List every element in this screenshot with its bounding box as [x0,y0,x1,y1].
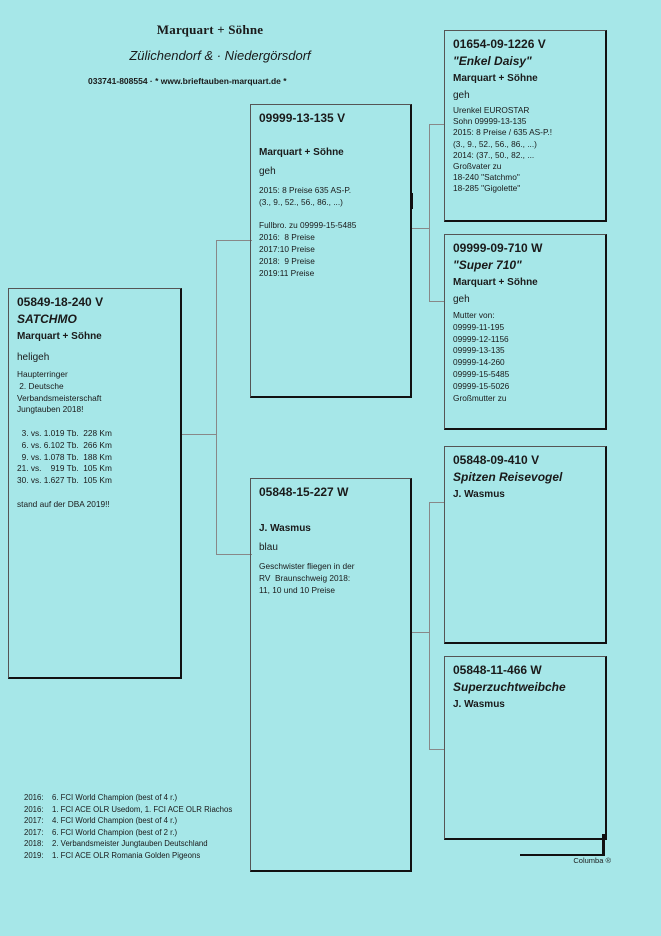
pigeon-ring-number: 01654-09-1226 V [453,37,546,51]
breeder-location: Zülichendorf & · Niedergörsdorf [129,48,311,63]
connector-line [429,301,445,302]
connector-line [216,240,217,554]
pigeon-ring-number: 05848-09-410 V [453,453,540,467]
pigeon-ring-number: 09999-13-135 V [259,111,346,125]
pigeon-ring-number: 05849-18-240 V [17,295,104,309]
pigeon-ring-number: 09999-09-710 W [453,241,543,255]
grandsire-maternal-card [444,446,607,644]
pigeon-breeder: Marquart + Söhne [453,277,538,288]
result-year: 2017: [24,816,44,825]
result-row [24,815,232,827]
pigeon-name: Spitzen Reisevogel [453,470,563,484]
pigeon-info: Mutter von: 09999-11-195 09999-12-1156 09999-13-135 09999-14-260 09999-15-5485 09999-15-5026 Großmutter zu [453,310,510,403]
pigeon-color: geh [453,90,470,101]
breeder-title: Marquart + Söhne [156,22,264,37]
connector-line [410,632,430,633]
pigeon-breeder: J. Wasmus [453,489,505,500]
connector-line [429,749,445,750]
pigeon-name: "Super 710" [453,258,522,272]
granddam-paternal-card [444,234,607,430]
granddam-maternal-card [444,656,607,840]
pigeon-ring-number: 05848-15-227 W [259,485,349,499]
pigeon-color: geh [453,294,470,305]
pigeon-breeder: Marquart + Söhne [453,73,538,84]
mother-pigeon-card [250,478,412,872]
connector-line [429,502,445,503]
connector-line [429,124,445,125]
result-text: 1. FCI ACE OLR Usedom, 1. FCI ACE OLR Riachos [52,804,233,814]
pigeon-breeder: J. Wasmus [453,699,505,710]
pigeon-breeder: Marquart + Söhne [259,147,344,158]
result-row [24,804,232,816]
pigeon-info: Geschwister fliegen in der RV Braunschweig 2018: 11, 10 und 10 Preise [259,561,355,595]
results-list [24,792,232,861]
pigeon-color: heligeh [17,352,50,363]
result-row [24,850,232,862]
result-row [24,838,232,850]
subject-pigeon-card [8,288,182,679]
result-text: 1. FCI ACE OLR Romania Golden Pigeons [52,850,201,860]
breeder-contact: 033741-808554 · * www.brieftauben-marquart.de * [88,76,287,86]
result-row [24,792,232,804]
result-year: 2016: [24,793,44,802]
result-year: 2019: [24,850,44,860]
connector-line [180,434,217,435]
result-year: 2017: [24,827,44,837]
connector-line [216,240,252,241]
software-credit: Columba ® [573,856,611,865]
connector-line [429,502,430,750]
pigeon-info: Haupterringer 2. Deutsche Verbandsmeisterschaft Jungtauben 2018! 3. vs. 1.019 Tb. 228 Km 6. vs. 6.102 Tb. 266 Km 9. vs. 1.078 Tb. 188 Km 21. vs. 919 Tb. 105 Km 30. vs. 1.627 Tb. 105 Km stand auf der DBA 2019!! [17,369,112,509]
pigeon-info: Urenkel EUROSTAR Sohn 09999-13-135 2015: 8 Preise / 635 AS-P.! (3., 9., 52., 56., 86., ...) 2014: (37., 50., 82., ... Großvater zu 18-240 "Satchmo" 18-285 "Gigolette" [453,105,553,194]
connector-line [429,124,430,302]
pigeon-name: SATCHMO [17,312,77,326]
pigeon-breeder: Marquart + Söhne [17,331,102,342]
pigeon-info: 2015: 8 Preise 635 AS-P. (3., 9., 52., 56., 86., ...) Fullbro. zu 09999-15-5485 2016: 8 Preise 2017:10 Preise 2018: 9 Preise 2019:11 Preise [259,185,357,278]
pigeon-color: blau [259,542,278,553]
result-text: 6. FCI World Champion (best of 2 r.) [52,827,178,837]
connector-line [216,554,252,555]
result-row [24,827,232,839]
grandsire-paternal-card [444,30,607,222]
pigeon-color: geh [259,166,276,177]
connector-line [410,228,430,229]
pigeon-name: "Enkel Daisy" [453,54,532,68]
result-year: 2018: [24,839,44,848]
result-year: 2016: [24,804,44,814]
pigeon-breeder: J. Wasmus [259,523,311,534]
result-text: 2. Verbandsmeister Jungtauben Deutschland [52,839,208,848]
father-pigeon-card [250,104,412,398]
result-text: 4. FCI World Champion (best of 4 r.) [52,816,178,825]
pigeon-ring-number: 05848-11-466 W [453,663,542,677]
pigeon-name: Superzuchtweibche [453,680,566,694]
result-text: 6. FCI World Champion (best of 4 r.) [52,793,178,802]
